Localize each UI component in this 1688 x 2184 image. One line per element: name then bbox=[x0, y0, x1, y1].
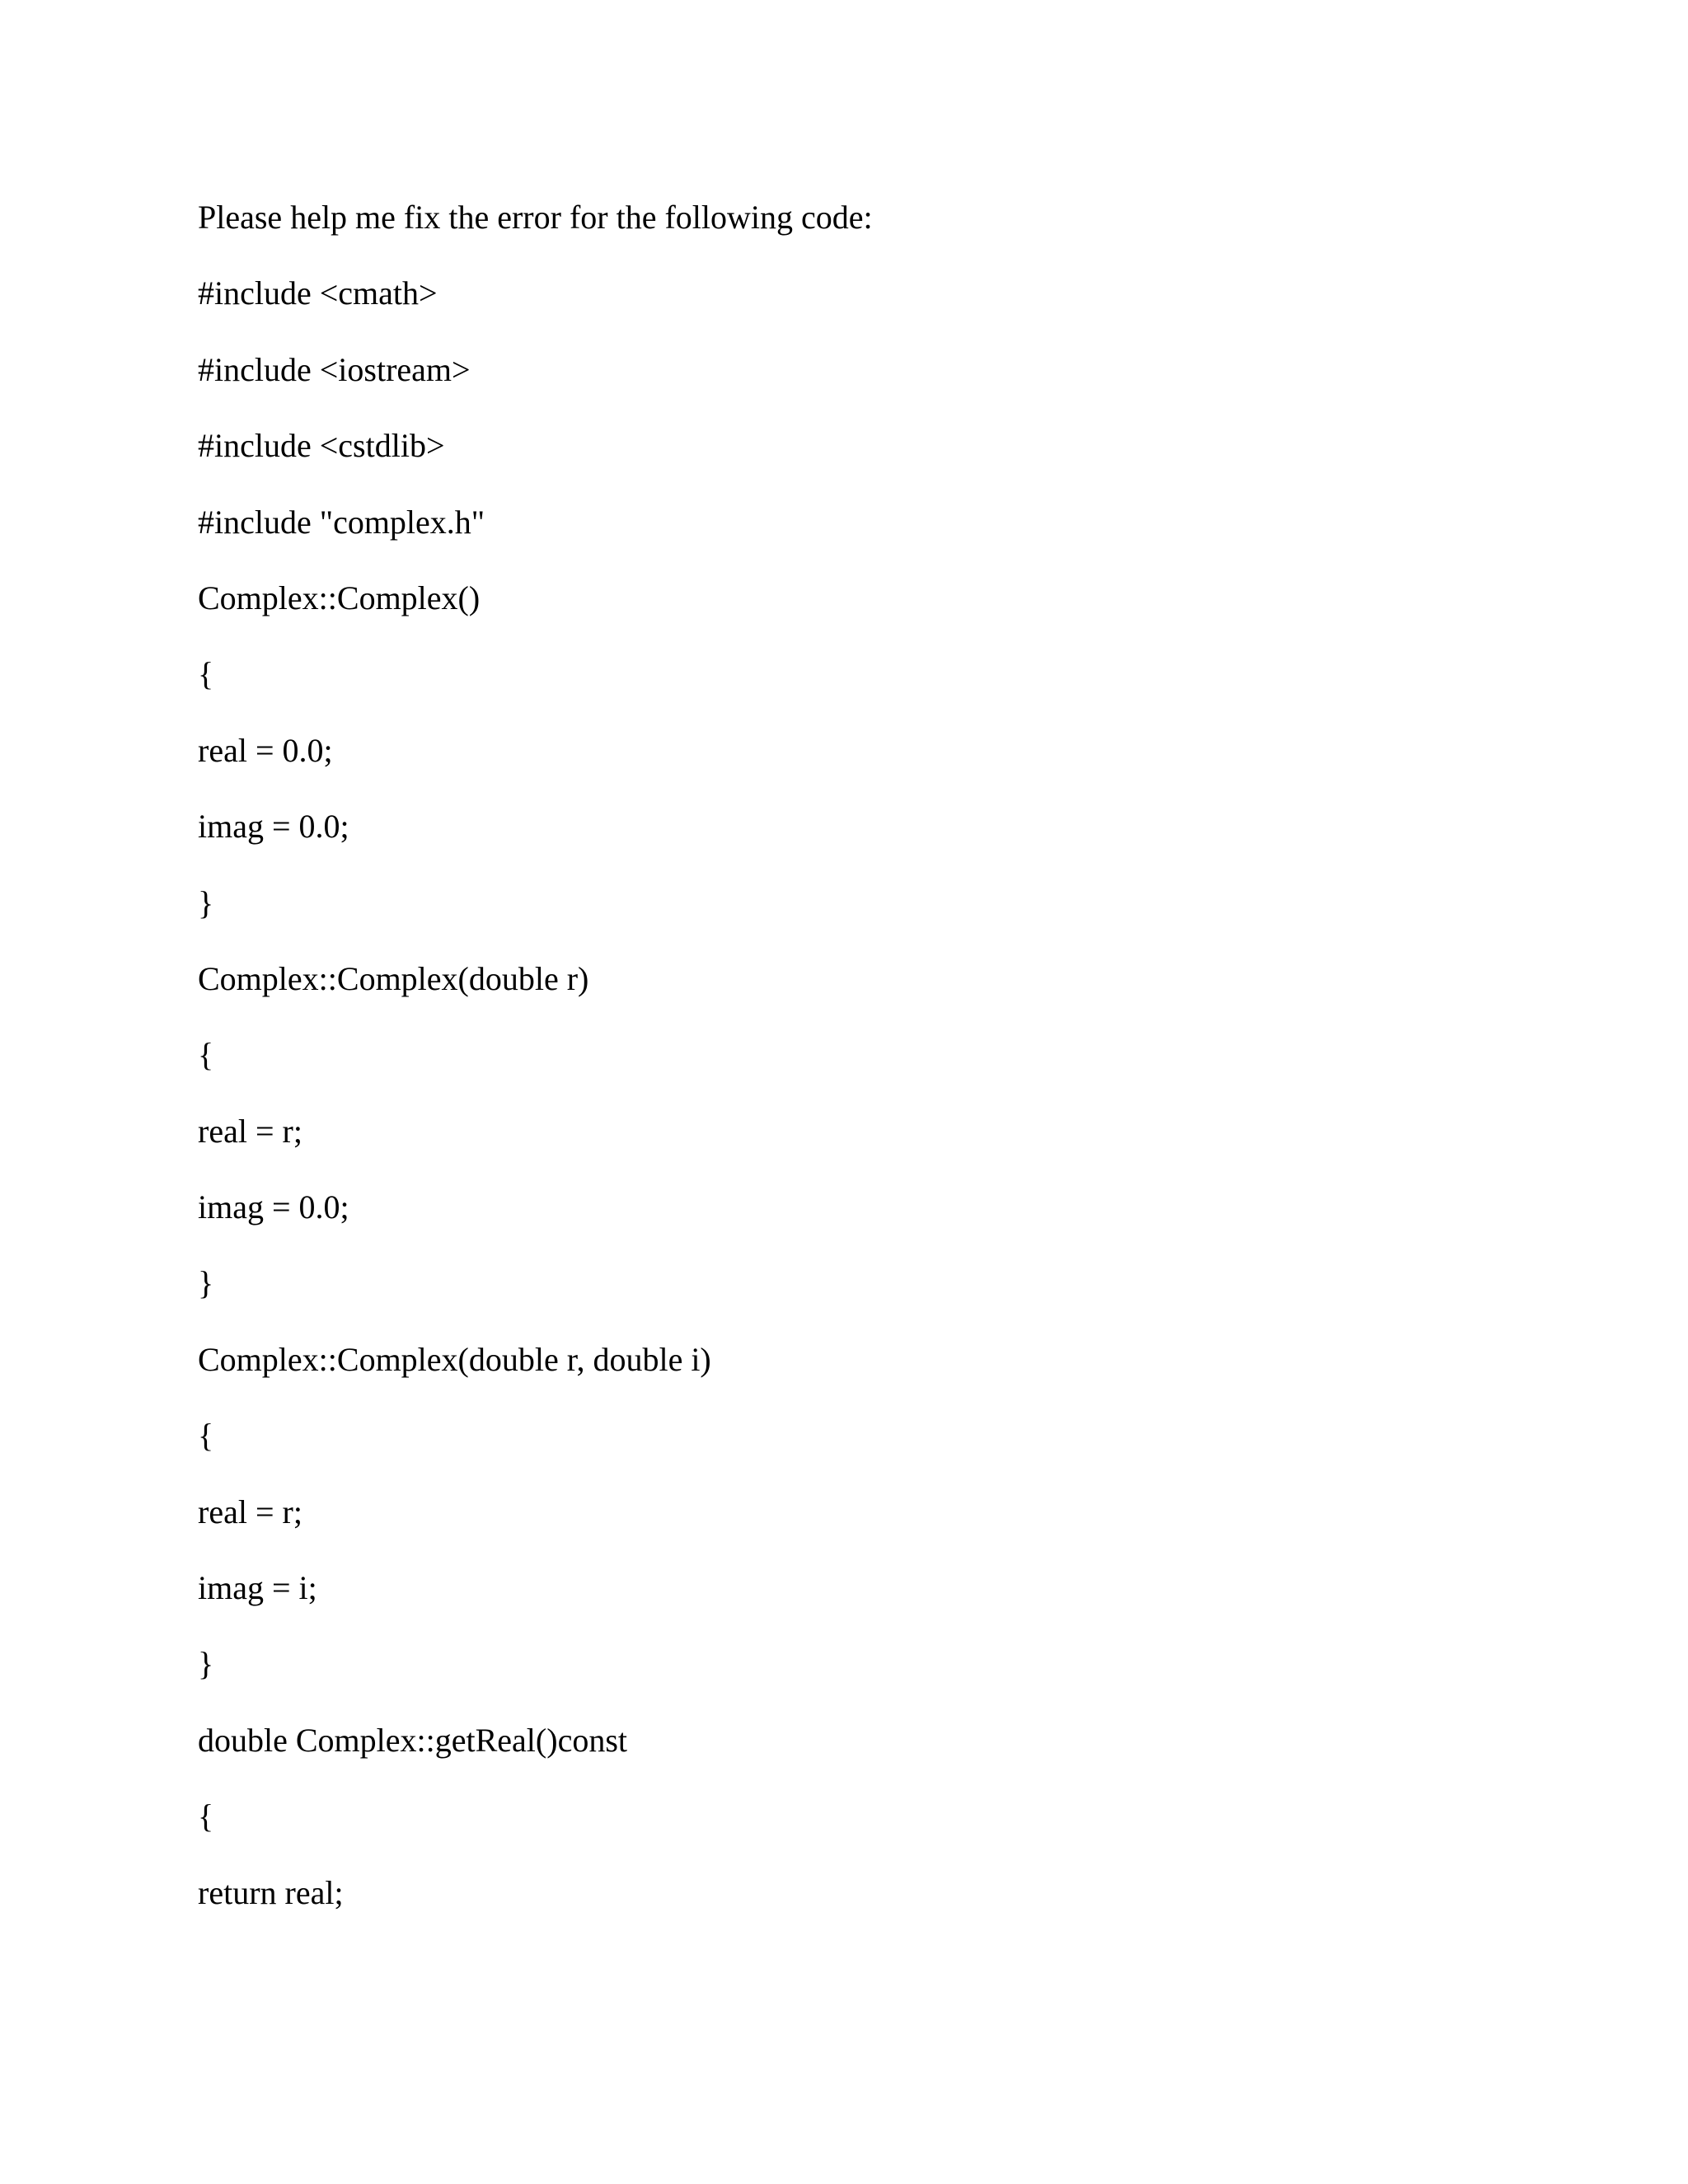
code-line: } bbox=[198, 1645, 214, 1683]
code-line: real = r; bbox=[198, 1493, 302, 1530]
code-line: real = 0.0; bbox=[198, 731, 333, 769]
code-line: #include <cmath> bbox=[198, 274, 438, 312]
code-line: real = r; bbox=[198, 1112, 302, 1150]
code-line: #include <cstdlib> bbox=[198, 427, 445, 465]
code-line: Complex::Complex() bbox=[198, 579, 481, 616]
code-line: imag = i; bbox=[198, 1569, 317, 1607]
code-line: { bbox=[198, 1417, 214, 1455]
code-line: } bbox=[198, 1264, 214, 1302]
code-line: imag = 0.0; bbox=[198, 1188, 349, 1226]
code-line: { bbox=[198, 1036, 214, 1074]
request-text: Please help me fix the error for the following code: bbox=[198, 199, 873, 236]
code-line: } bbox=[198, 883, 214, 921]
code-line: return real; bbox=[198, 1873, 344, 1911]
code-line: Complex::Complex(double r, double i) bbox=[198, 1340, 711, 1378]
code-line: #include "complex.h" bbox=[198, 503, 485, 541]
code-line: imag = 0.0; bbox=[198, 808, 349, 846]
document-body bbox=[198, 191, 1484, 1943]
code-line: Complex::Complex(double r) bbox=[198, 959, 589, 997]
code-line: double Complex::getReal()const bbox=[198, 1721, 627, 1759]
code-line: #include <iostream> bbox=[198, 350, 471, 388]
code-line: { bbox=[198, 1797, 214, 1835]
code-line: { bbox=[198, 655, 214, 693]
